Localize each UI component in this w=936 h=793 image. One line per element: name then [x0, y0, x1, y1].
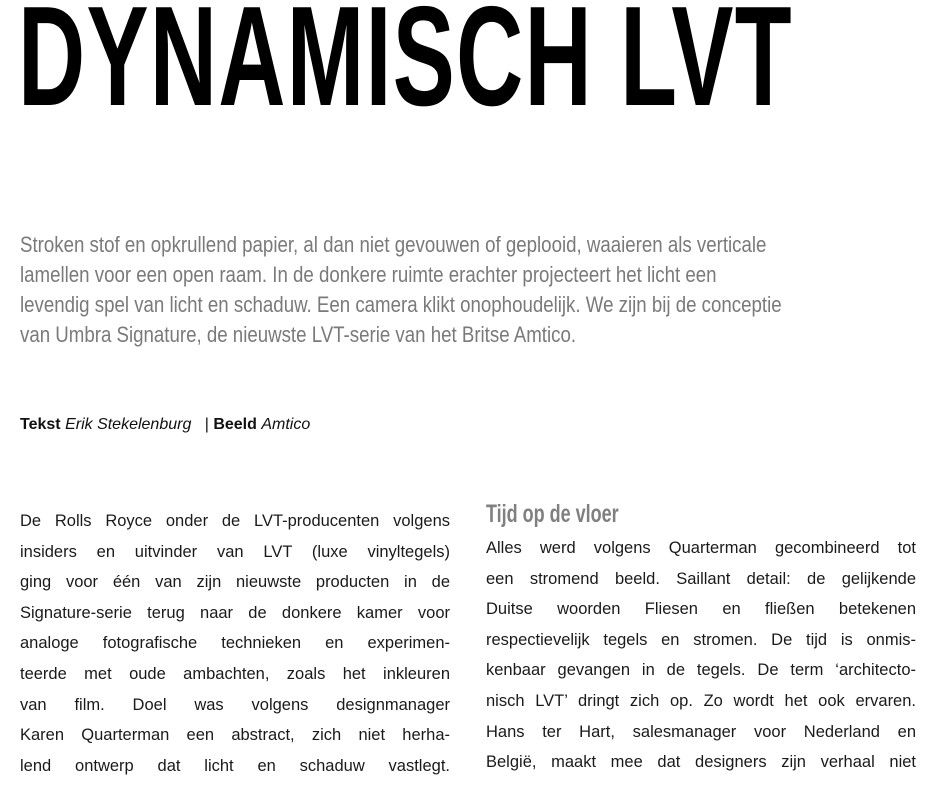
body-line: Signature-serie terug naar de donkere kamer voor — [20, 603, 450, 622]
body-line: een stromend beeld. Saillant detail: de gelijkende — [486, 569, 916, 588]
intro-paragraph — [20, 230, 936, 350]
body-line: ging voor één van zijn nieuwste producten in de — [20, 573, 450, 592]
body-line: België, maakt mee dat designers zijn verhaal niet — [486, 753, 916, 772]
byline-image-label: Beeld — [213, 416, 257, 433]
byline-text-label: Tekst — [20, 416, 61, 433]
intro-line: van Umbra Signature, de nieuwste LVT-serie van het Britse Amtico. — [20, 322, 577, 347]
section-heading: Tijd op de vloer — [486, 500, 619, 528]
right-column — [486, 533, 916, 778]
page-title: DYNAMISCH LVT — [18, 0, 793, 136]
body-line: insiders en uitvinder van LVT (luxe vinyltegels) — [20, 542, 450, 561]
body-line: Hans ter Hart, salesmanager voor Nederland en — [486, 722, 916, 741]
body-line: Karen Quarterman een abstract, zich niet herha- — [20, 726, 450, 745]
body-line: teerde met oude ambachten, zoals het inkleuren — [20, 664, 450, 683]
body-line: Alles werd volgens Quarterman gecombineerd tot — [486, 539, 916, 557]
body-line: van film. Doel was volgens designmanager — [20, 695, 450, 714]
byline-author: Erik Stekelenburg — [65, 416, 192, 433]
left-column — [20, 506, 450, 781]
body-line: respectievelijk tegels en stromen. De tijd is onmis- — [486, 630, 916, 649]
body-line: lend ontwerp dat licht en schaduw vastlegt. — [20, 756, 450, 775]
byline-separator: | — [204, 416, 209, 433]
intro-line: levendig spel van licht en schaduw. Een camera klikt onophoudelijk. We zijn bij de conceptie — [20, 292, 782, 317]
byline-image-credit: Amtico — [261, 416, 311, 433]
intro-line: Stroken stof en opkrullend papier, al dan niet gevouwen of geplooid, waaieren als verticale — [20, 232, 767, 257]
body-line: De Rolls Royce onder de LVT-producenten volgens — [20, 512, 450, 530]
body-line: kenbaar gevangen in de tegels. De term ‘architecto- — [486, 661, 916, 680]
body-line: analoge fotografische technieken en experimen- — [20, 634, 450, 653]
byline — [20, 416, 310, 434]
body-line: Duitse woorden Fliesen en fließen betekenen — [486, 600, 916, 619]
intro-line: lamellen voor een open raam. In de donkere ruimte erachter projecteert het licht een — [20, 262, 717, 287]
body-line: nisch LVT’ dringt zich op. Zo wordt het ook ervaren. — [486, 691, 916, 710]
